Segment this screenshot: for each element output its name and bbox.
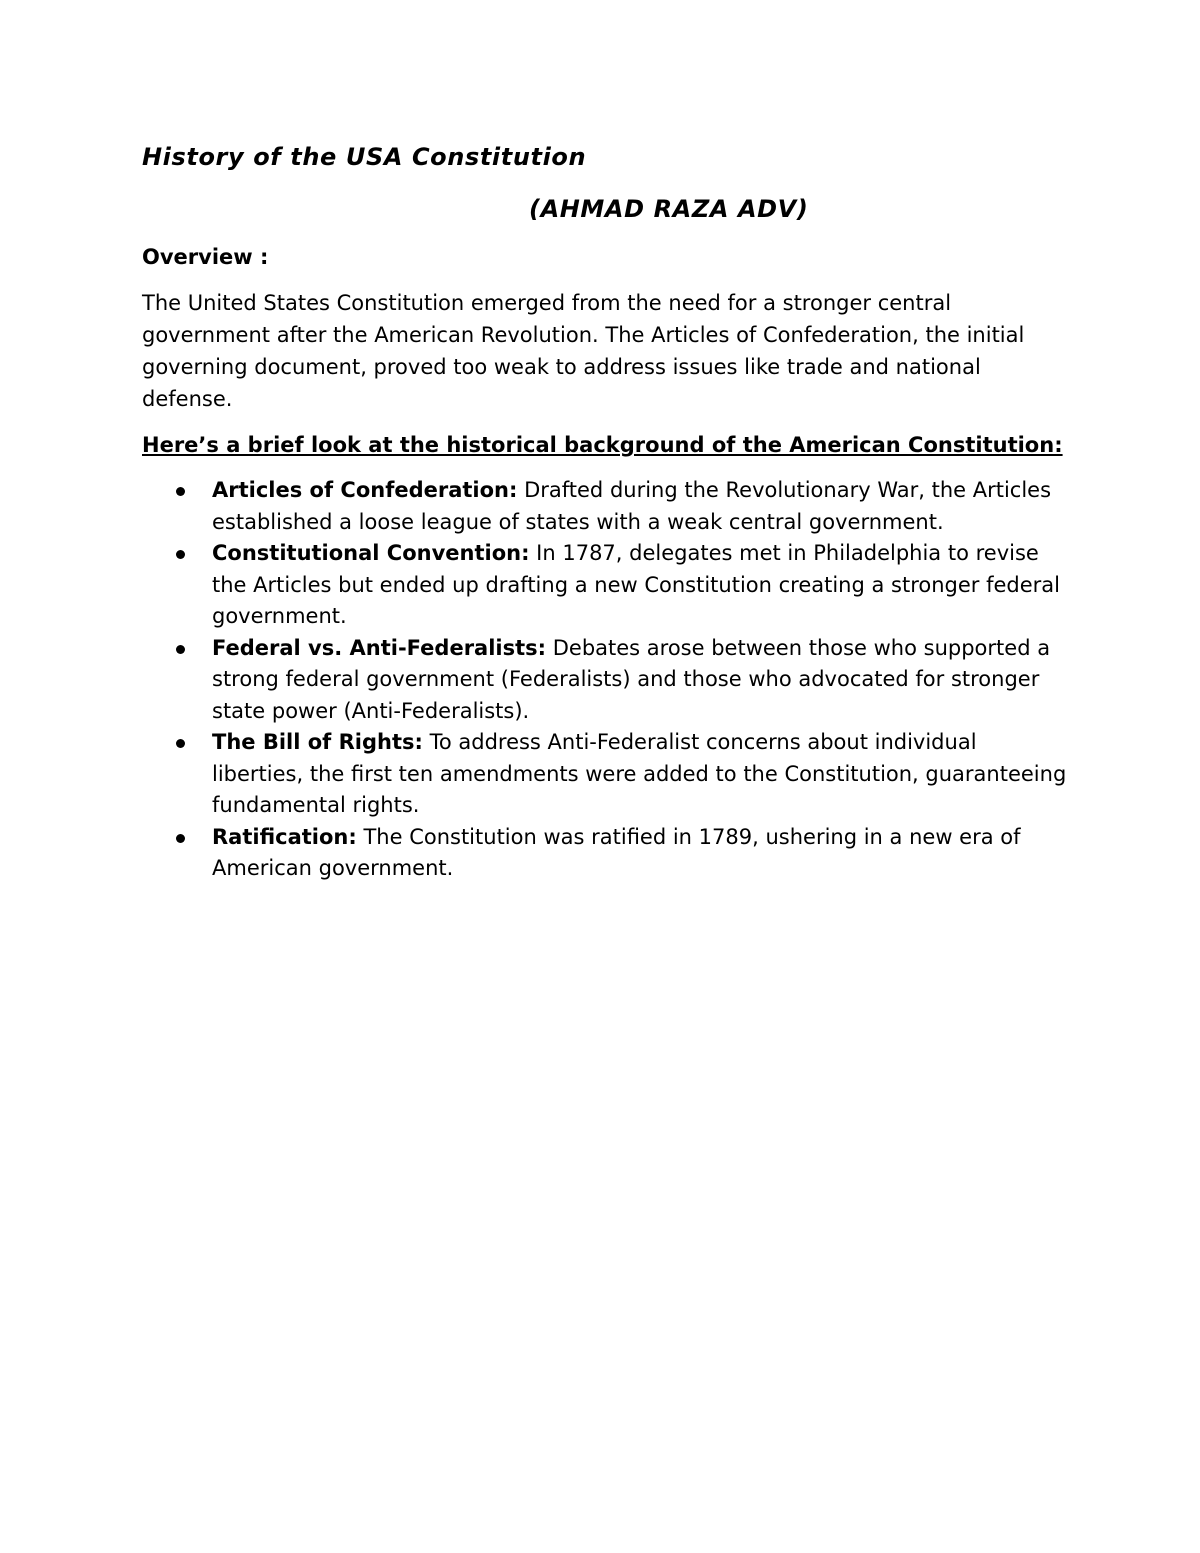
bullet-term: Constitutional Convention: (212, 541, 530, 565)
overview-heading: Overview : (142, 245, 269, 269)
bullet-text: To address Anti-Federalist concerns about individual liberties, the first ten amendments were added to the Constitution, guaranteeing fundamental rights. (212, 730, 1067, 817)
bullet-text: Debates arose between those who supported a strong federal government (Federalists) and those who advocated for stronger state power (Anti-Federalists). (212, 635, 1051, 723)
bullet-text: In 1787, delegates met in Philadelphia to revise the Articles but ended up drafting a new Constitution creating a stronger federal government. (212, 541, 1061, 628)
overview-paragraph: The United States Constitution emerged from the need for a stronger central government after the American Revolution. The Articles of Confederation, the initial governing document, proved too weak to address issues like trade and national defense. (142, 291, 1025, 411)
document-author: (AHMAD RAZA ADV) (529, 195, 809, 223)
bullet-dot-icon (176, 834, 185, 843)
bullet-dot-icon (176, 550, 185, 559)
bullet-term: Ratification: (212, 824, 357, 849)
document-title: History of the USA Constitution (142, 143, 587, 171)
bullet-item-bill-of-rights (142, 727, 1072, 822)
bullet-item-ratification (142, 822, 1072, 885)
bullet-dot-icon (176, 739, 185, 748)
bullet-term: The Bill of Rights: (212, 730, 423, 754)
bullet-dot-icon (176, 487, 185, 496)
bullet-term: Articles of Confederation: (212, 478, 518, 502)
bullet-text: The Constitution was ratified in 1789, ushering in a new era of American government. (212, 824, 1021, 880)
bullet-term: Federal vs. Anti-Federalists: (212, 635, 547, 660)
bullet-item-articles-of-confederation (142, 475, 1072, 538)
bullet-item-federal-vs-anti-federalists (142, 633, 1072, 728)
bullet-dot-icon (176, 645, 185, 654)
bullet-item-constitutional-convention (142, 538, 1072, 633)
bullet-text: Drafted during the Revolutionary War, the Articles established a loose league of states with a weak central government. (212, 478, 1052, 534)
document-body (142, 138, 1072, 885)
background-subheading: Here’s a brief look at the historical background of the American Constitution: (142, 433, 1063, 457)
background-bullet-list (142, 475, 1072, 885)
